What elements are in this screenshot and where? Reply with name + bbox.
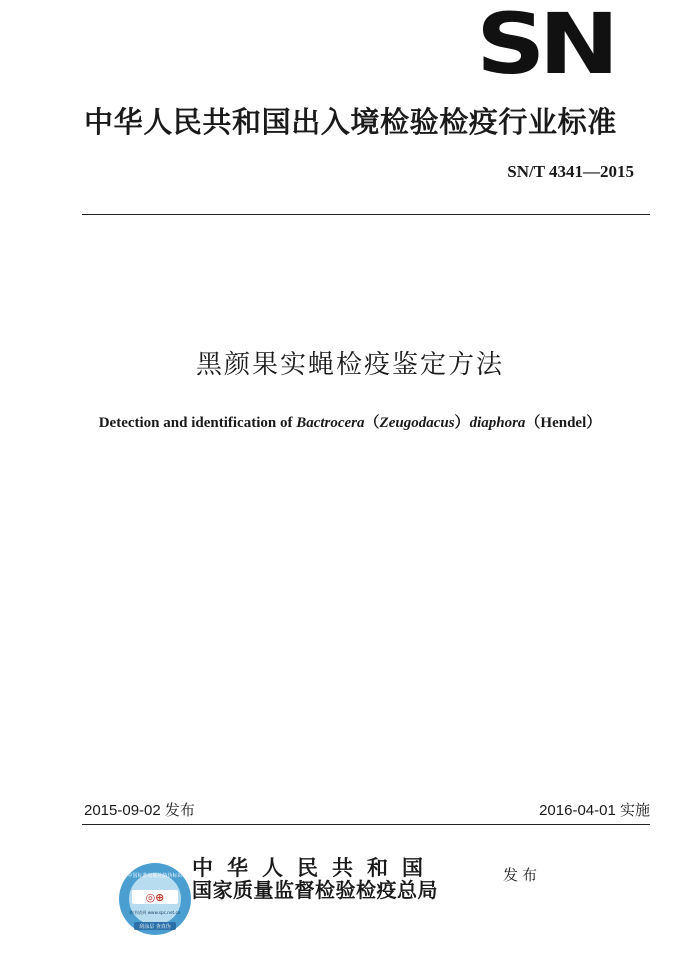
document-title-chinese: 黑颜果实蝇检疫鉴定方法 bbox=[195, 350, 504, 380]
title-en-subgenus: Zeugodacus bbox=[379, 415, 455, 431]
industry-standard-title: 中华人民共和国出入境检验检疫行业标准 bbox=[84, 105, 617, 139]
document-title-english bbox=[0, 411, 700, 432]
title-en-paren-open: （ bbox=[364, 415, 380, 431]
sn-logo: SN bbox=[476, 0, 613, 93]
seal-mark-icon: ◎⊕ bbox=[145, 891, 165, 904]
title-en-species: diaphora bbox=[469, 415, 526, 431]
anti-counterfeit-seal bbox=[118, 862, 192, 936]
header-divider bbox=[82, 214, 650, 215]
standard-number: SN/T 4341—2015 bbox=[507, 162, 634, 181]
title-en-author: （Hendel） bbox=[525, 415, 602, 431]
issue-date: 2015-09-02 发布 bbox=[84, 802, 195, 819]
title-en-paren-close: ） bbox=[454, 415, 470, 431]
issuer-line-2: 国家质量监督检验检疫总局 bbox=[192, 878, 438, 902]
issuer-line-1: 中华人民共和国 bbox=[192, 855, 437, 880]
seal-footer-text: 刮涂层 查真伪 bbox=[139, 924, 171, 930]
publish-label: 发布 bbox=[503, 866, 542, 884]
seal-top-text: 中国标准出版社防伪标识 bbox=[127, 873, 183, 879]
title-en-part-1: Detection and identification of bbox=[98, 415, 297, 431]
title-en-genus: Bactrocera bbox=[296, 415, 365, 431]
implementation-date: 2016-04-01 实施 bbox=[539, 802, 650, 819]
footer-divider bbox=[82, 824, 650, 825]
seal-bottom-text: 购书请到 www.spc.net.cn bbox=[129, 910, 181, 915]
